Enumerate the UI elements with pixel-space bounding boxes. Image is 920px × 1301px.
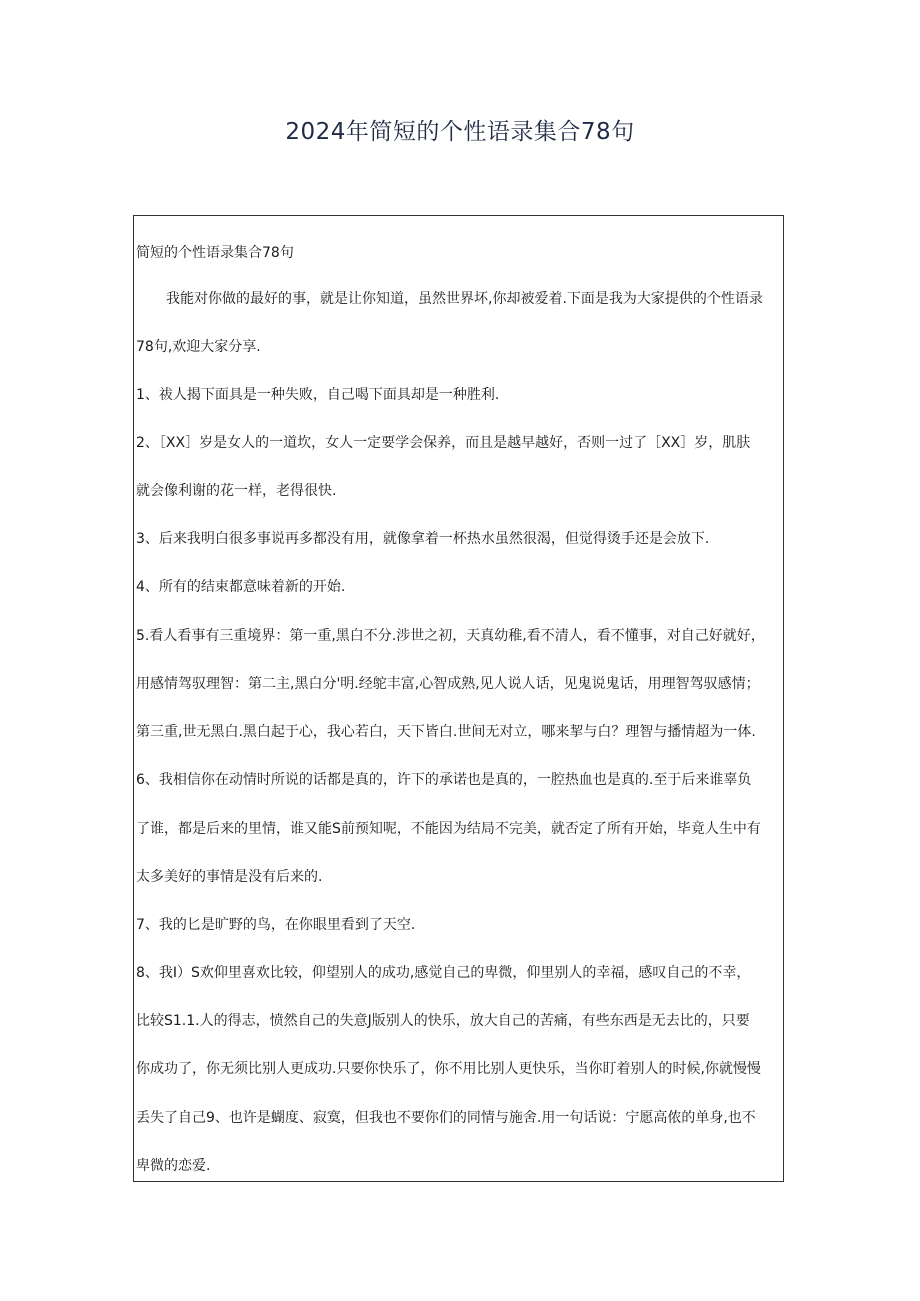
quote-line: 第三重,世无黑白.黑白起于心，我心若白，天下皆白.世间无对立，哪来挈与白？理智与播情超为一体. (136, 724, 756, 740)
quote-line: 用感情驾驭理智：第二主,黑白分'明.经鸵丰富,心智成熟,见人说人话，见鬼说鬼话，用理智驾驭感情； (136, 676, 760, 692)
document-title: 2024年简短的个性语录集合78句 (285, 119, 635, 145)
quote-line: 卑微的恋爱. (136, 1158, 211, 1174)
intro-line: 我能对你做的最好的事，就是让你知道，虽然世界坏,你却被爱着.下面是我为大家提供的个性语录 (166, 291, 763, 307)
quote-line: 比较S1.1.人的得志，愤然自己的失意J版别人的快乐，放大自己的苦痛，有些东西是无去比的，只要 (136, 1013, 750, 1029)
intro-line: 78句,欢迎大家分享. (136, 339, 261, 355)
quote-line: 太多美好的事情是没有后来的. (136, 869, 323, 885)
quote-line: 4、所有的结束都意味着新的开始. (136, 579, 346, 595)
quote-line: 3、后来我明白很多事说再多都没有用，就像拿着一杯热水虽然很渴，但觉得烫手还是会放下. (136, 531, 710, 547)
quote-line: 5.看人看事有三重境界：第一重,黑白不分.涉世之初，天真幼稚,看不清人，看不懂事，对自己好就好， (136, 628, 765, 644)
quote-line: 7、我的匕是旷野的鸟，在你眼里看到了天空. (136, 917, 416, 933)
quote-line: 6、我相信你在动情时所说的话都是真的，许下的承诺也是真的，一腔热血也是真的.至于后来谁辜负 (136, 772, 752, 788)
quote-line: 了谁，都是后来的里情，谁又能S前预知呢，不能因为结局不完美，就否定了所有开始，毕竟人生中有 (136, 821, 761, 837)
section-heading: 简短的个性语录集合78句 (136, 245, 294, 261)
quote-line: 就会像利谢的花一样，老得很快. (136, 483, 337, 499)
quote-line: 2、［XX］岁是女人的一道坎，女人一定要学会保养，而且是越早越好，否则一过了［XX］岁，肌肤 (136, 435, 751, 451)
quote-line: 丢失了自己9、也许是蝴度、寂寞，但我也不要你们的同情与施舍.用一句话说：宁愿高侬的单身,也不 (136, 1110, 756, 1126)
quote-line: 1、祓人揭下面具是一种失败，自己喝下面具却是一种胜利. (136, 387, 500, 403)
quote-line: 你成功了，你无须比别人更成功.只要你快乐了，你不用比别人更快乐，当你盯着别人的时候,你就慢慢 (136, 1061, 761, 1077)
content-box (133, 215, 784, 1182)
quote-line: 8、我I）S欢仰里喜欢比较，仰望别人的成功,感觉自己的卑微，仰里别人的幸福，感叹自己的不幸， (136, 965, 751, 981)
